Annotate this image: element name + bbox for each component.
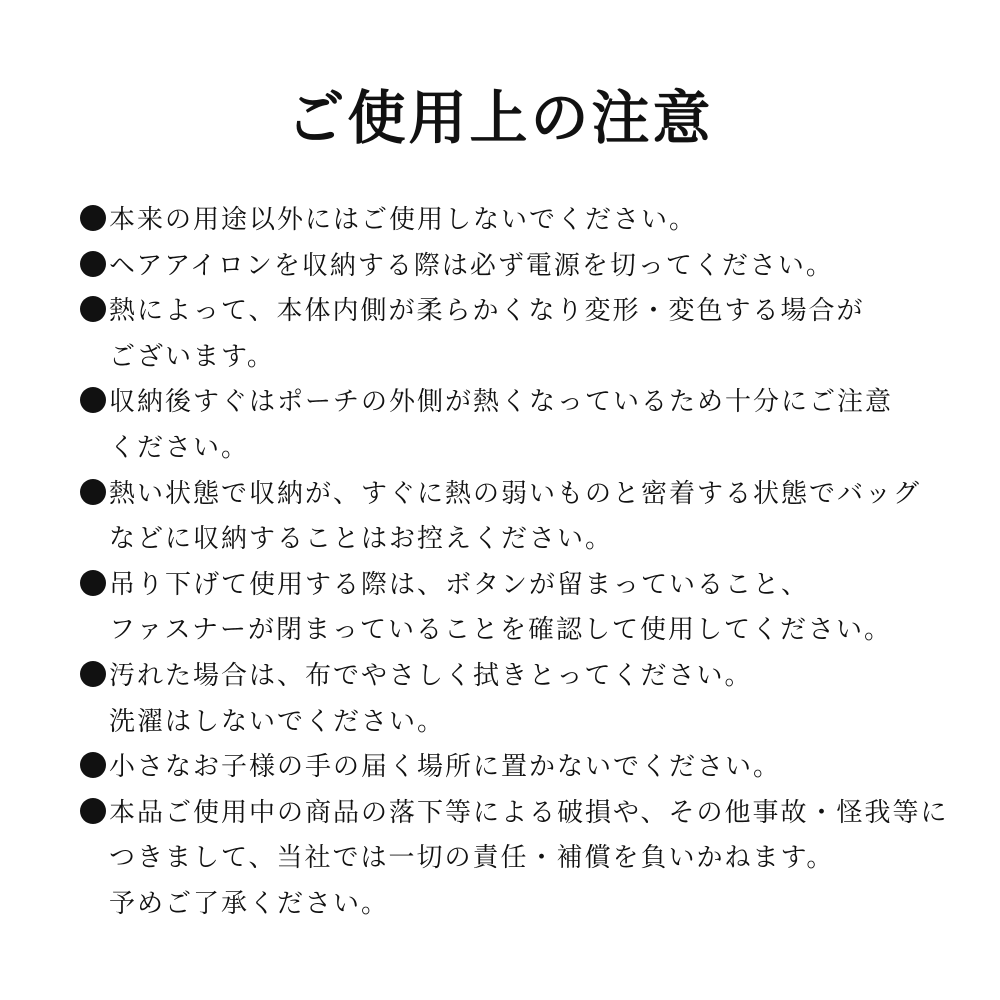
page-title: ご使用上の注意	[286, 84, 714, 152]
caution-list	[80, 198, 980, 928]
caution-item-6-continued: ファスナーが閉まっていることを確認して使用してください。	[109, 615, 892, 646]
caution-text: 熱によって、本体内側が柔らかくなり変形・変色する場合が	[109, 296, 865, 327]
bullet-icon	[80, 752, 106, 778]
caution-item-3	[80, 289, 980, 335]
bullet-icon	[80, 661, 106, 687]
caution-text: 熱い状態で収納が、すぐに熱の弱いものと密着する状態でバッグ	[109, 478, 922, 509]
bullet-icon	[80, 570, 106, 596]
caution-text: 小さなお子様の手の届く場所に置かないでください。	[109, 752, 782, 783]
caution-text: ヘアアイロンを収納する際は必ず電源を切ってください。	[109, 250, 834, 281]
bullet-icon	[80, 798, 106, 824]
bullet-icon	[80, 251, 106, 277]
caution-item-8	[80, 745, 980, 791]
caution-item-7	[80, 654, 980, 700]
caution-item-4-continued: ください。	[109, 432, 250, 463]
caution-item-1	[80, 198, 980, 244]
caution-item-9-continued: つきまして、当社では一切の責任・補償を負いかねます。	[109, 843, 835, 874]
bullet-icon	[80, 479, 106, 505]
caution-item-6	[80, 563, 980, 609]
caution-item-9	[80, 791, 980, 837]
caution-item-5-continued: などに収納することはお控えください。	[109, 524, 614, 555]
caution-item-9-continued-2: 予めご了承ください。	[109, 888, 390, 919]
caution-item-5	[80, 472, 980, 518]
caution-item-4	[80, 380, 980, 426]
caution-item-3-continued: ございます。	[109, 341, 275, 372]
caution-text: 本来の用途以外にはご使用しないでください。	[109, 205, 698, 235]
bullet-icon	[80, 387, 106, 413]
caution-text: 吊り下げて使用する際は、ボタンが留まっていること、	[109, 569, 810, 600]
caution-text: 収納後すぐはポーチの外側が熱くなっているため十分にご注意	[109, 387, 894, 418]
caution-text: 本品ご使用中の商品の落下等による破損や、その他事故・怪我等に	[109, 797, 949, 828]
bullet-icon	[80, 296, 106, 322]
caution-item-2	[80, 244, 980, 290]
caution-text: 汚れた場合は、布でやさしく拭きとってください。	[109, 660, 753, 691]
bullet-icon	[80, 205, 106, 231]
caution-item-7-continued: 洗濯はしないでください。	[109, 706, 446, 737]
